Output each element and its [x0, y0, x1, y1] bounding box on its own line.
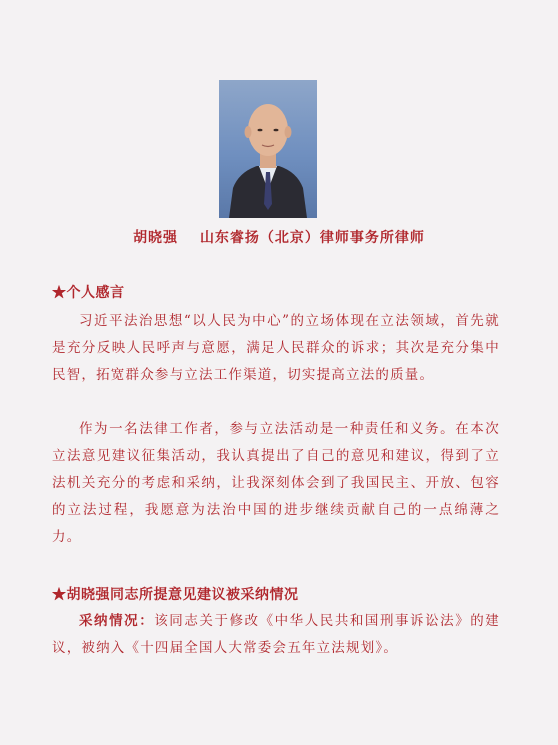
remarks-paragraph-1: 习近平法治思想“以人民为中心”的立场体现在立法领域，首先就是充分反映人民呼声与意愿，满足人民群众的诉求；其次是充分集中民智，拓宽群众参与立法工作渠道，切实提高立法的质量。 — [52, 313, 500, 383]
section-title-remarks: ★个人感言 — [52, 285, 125, 301]
remarks-paragraph-2: 作为一名法律工作者，参与立法活动是一种责任和义务。在本次立法意见建议征集活动，我认真提出了自己的意见和建议，得到了立法机关充分的考虑和采纳，让我深刻体会到了我国民主、开放、包容的立法过程，我愿意为法治中国的进步继续贡献自己的一点绵薄之力。 — [52, 421, 500, 545]
adoption-paragraph — [52, 608, 500, 662]
adoption-label: 采纳情况： — [79, 613, 155, 629]
portrait-photo — [219, 80, 317, 218]
profile-title: 山东睿扬（北京）律师事务所律师 — [199, 230, 425, 246]
portrait-figure — [219, 80, 317, 218]
profile-name: 胡晓强 — [133, 230, 179, 246]
section-title-adoption: ★胡晓强同志所提意见建议被采纳情况 — [52, 587, 299, 603]
profile-caption — [0, 227, 558, 247]
adoption-text: 该同志关于修改《中华人民共和国刑事诉讼法》的建议，被纳入《十四届全国人大常委会五年立法规划》。 — [52, 613, 501, 656]
